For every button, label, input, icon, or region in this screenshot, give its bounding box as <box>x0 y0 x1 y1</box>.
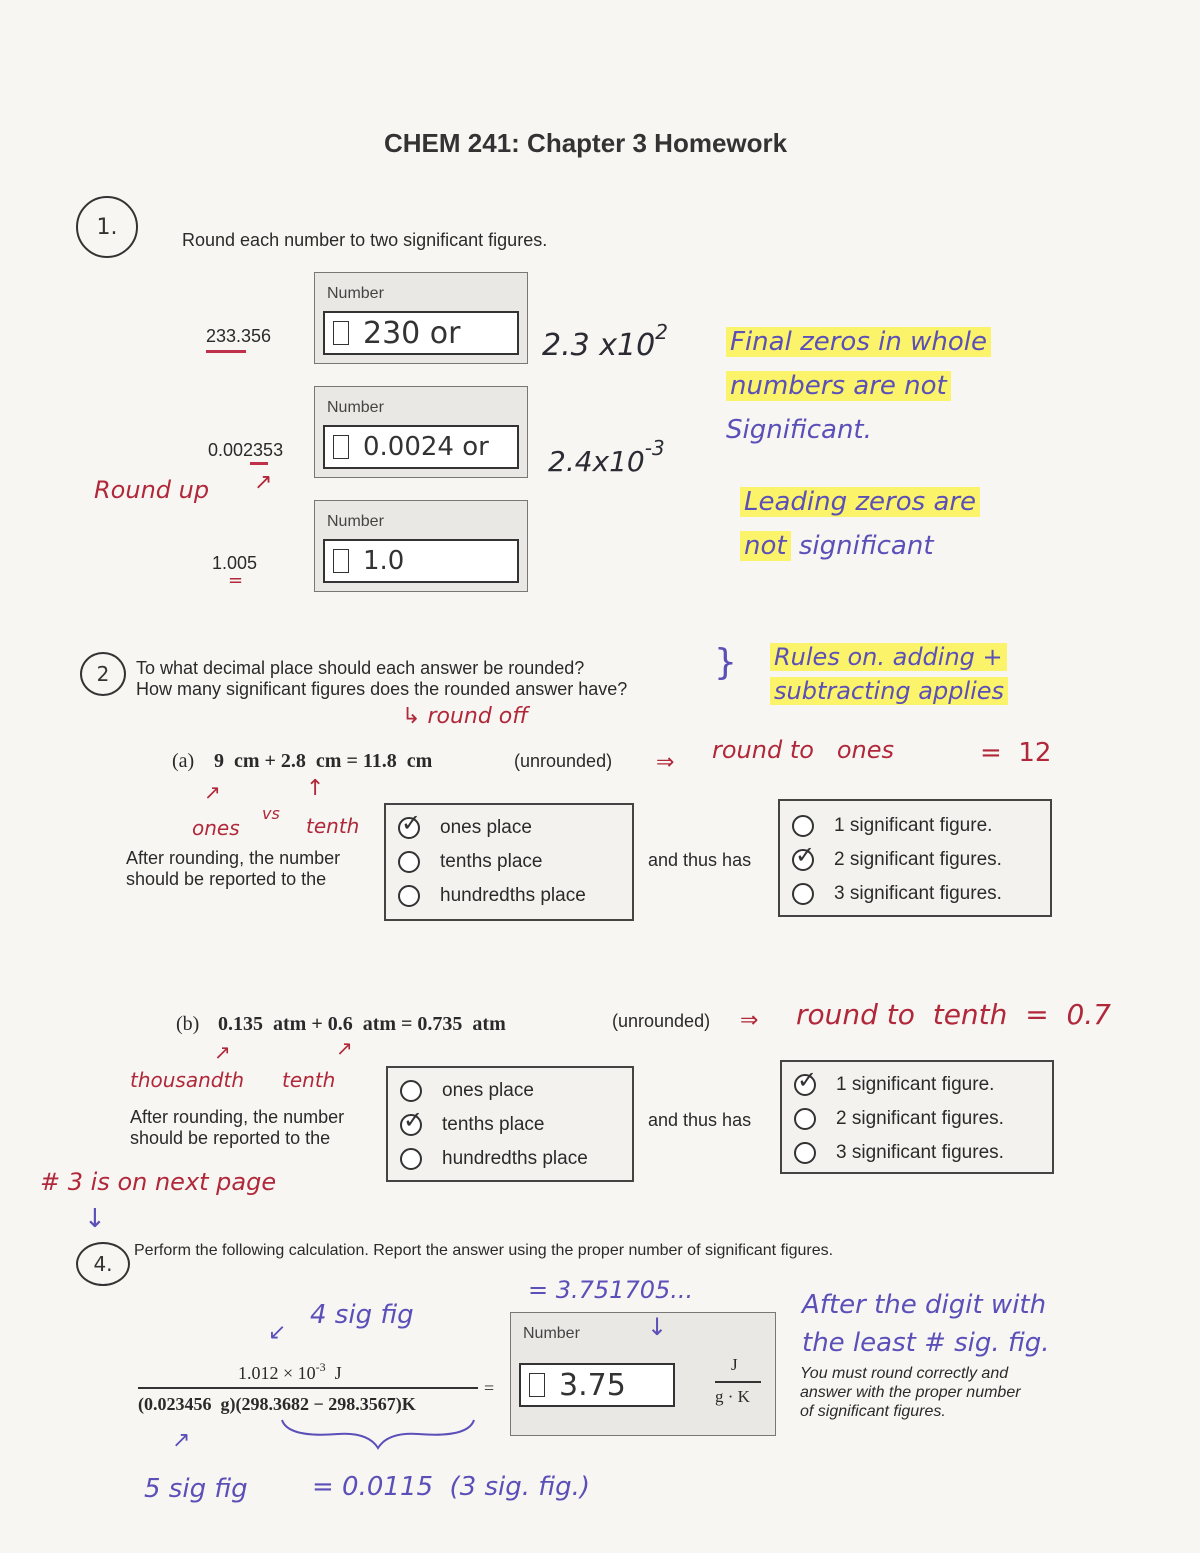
q4-note-5sig: 5 sig fig <box>144 1474 248 1504</box>
q1-given-1: 233.356 <box>206 326 272 346</box>
answer-checkbox[interactable] <box>333 435 349 459</box>
question-4-number: 4. <box>76 1242 130 1286</box>
double-underline-mark: = <box>228 570 244 591</box>
round-off-arrow: ↳ <box>402 704 428 729</box>
q2a-option-ones[interactable] <box>398 817 532 839</box>
q4-numerator-unit: J <box>334 1363 342 1383</box>
q2b-option-2sf[interactable] <box>794 1108 1004 1130</box>
question-2-number: 2 <box>80 652 126 696</box>
option-label: hundredths place <box>442 1148 588 1169</box>
q2b-after <box>130 1107 344 1149</box>
option-label: tenths place <box>440 851 543 872</box>
arrow-up-right: ↗ <box>172 1428 191 1453</box>
option-label: 1 significant figure. <box>834 815 993 836</box>
arrow-up-right: ↗ <box>336 1036 353 1060</box>
radio-button[interactable] <box>794 1142 816 1164</box>
q2b-after-line1: After rounding, the number <box>130 1107 345 1127</box>
arrow-down: ↓ <box>647 1313 668 1341</box>
q1-sci-1-base: 2.3 x10 <box>542 328 656 363</box>
q4-note-diff: = 0.0115 (3 sig. fig.) <box>312 1472 591 1502</box>
q2a-option-hundredths[interactable] <box>398 885 586 907</box>
radio-button[interactable] <box>400 1080 422 1102</box>
q2b-unrounded: (unrounded) <box>612 1011 711 1031</box>
q2b-thus: and thus has <box>648 1110 752 1130</box>
note-final-zeros-line3: Significant. <box>726 415 872 445</box>
radio-button[interactable] <box>400 1148 422 1170</box>
page-title: CHEM 241: Chapter 3 Homework <box>384 128 788 158</box>
q4-note-after <box>802 1286 1050 1362</box>
note-final-zeros-line1: Final zeros in whole <box>726 327 991 357</box>
radio-button[interactable] <box>398 851 420 873</box>
option-label: 2 significant figures. <box>836 1108 1004 1129</box>
arrow-up-right: ↗ <box>204 780 221 804</box>
q1-answer-1: 230 or <box>363 315 461 351</box>
brace-under <box>278 1414 478 1454</box>
answer-checkbox[interactable] <box>529 1373 545 1397</box>
q2b-place-options <box>386 1066 634 1182</box>
q1-sci-2-exp: -3 <box>644 436 665 460</box>
note-leading-line1: Leading zeros are <box>740 487 980 517</box>
q4-unit-top: J <box>731 1355 738 1374</box>
option-label: 3 significant figures. <box>834 883 1002 904</box>
red-underline <box>206 350 246 353</box>
q1-answer-box-2 <box>314 386 528 478</box>
q2a-label: (a) <box>172 750 195 772</box>
question-1-number: 1. <box>76 196 138 258</box>
q2b-note-tenth: tenth <box>282 1068 336 1092</box>
q4-prompt: Perform the following calculation. Report the answer using the proper number of significant figures. <box>134 1242 834 1259</box>
radio-button[interactable] <box>792 883 814 905</box>
number-label: Number <box>327 513 384 530</box>
q2a-note-result: round to ones <box>712 736 894 764</box>
q1-answer-3: 1.0 <box>363 546 405 576</box>
q2-prompt-line1: To what decimal place should each answer be rounded? <box>136 658 585 678</box>
implies-arrow: ⇒ <box>656 750 675 775</box>
q2a-option-1sf[interactable] <box>792 815 992 837</box>
q1-sci-2-base: 2.4x10 <box>548 445 645 478</box>
q2a-note-tenth: tenth <box>306 814 360 838</box>
q2-prompt-line2: How many significant figures does the rounded answer have? <box>136 679 628 699</box>
q2a-after-line2: should be reported to the <box>126 869 327 889</box>
radio-button[interactable] <box>792 849 814 871</box>
option-label: hundredths place <box>440 885 586 906</box>
note-round-up: Round up <box>94 476 210 504</box>
option-label: 1 significant figure. <box>836 1074 995 1095</box>
note-next-page: # 3 is on next page <box>40 1168 277 1196</box>
q2b-after-line2: should be reported to the <box>130 1128 331 1148</box>
radio-button[interactable] <box>792 815 814 837</box>
arrow-up: ↑ <box>306 776 325 801</box>
q2a-thus: and thus has <box>648 850 752 870</box>
option-label: ones place <box>442 1080 534 1101</box>
note-rules-line2: subtracting applies <box>770 677 1008 705</box>
q2a-place-options <box>384 803 634 921</box>
q2b-sigfig-options <box>780 1060 1054 1174</box>
q2a-note-vs: vs <box>262 804 280 823</box>
note-final-zeros <box>726 320 991 452</box>
note-round-off <box>402 704 528 729</box>
q4-numerator <box>238 1360 342 1384</box>
q4-must-round-line1: You must round correctly and <box>800 1365 1009 1382</box>
round-up-arrow: ↗ <box>254 470 273 495</box>
option-label: 2 significant figures. <box>834 849 1002 870</box>
radio-button[interactable] <box>400 1114 422 1136</box>
note-leading-zeros <box>740 480 980 568</box>
note-leading-line3: significant <box>798 531 934 561</box>
q4-note-after-line1: After the digit with <box>802 1290 1047 1320</box>
arrow-up-right: ↗ <box>214 1040 231 1064</box>
q2a-after-line1: After rounding, the number <box>126 848 341 868</box>
q2a-after <box>126 848 340 890</box>
q2b-option-1sf[interactable] <box>794 1074 994 1096</box>
radio-button[interactable] <box>794 1108 816 1130</box>
q4-answer-box <box>510 1312 776 1436</box>
answer-checkbox[interactable] <box>333 549 349 573</box>
option-label: 3 significant figures. <box>836 1142 1004 1163</box>
q4-note-after-line2: the least # sig. fig. <box>802 1328 1050 1358</box>
option-label: tenths place <box>442 1114 545 1135</box>
q4-must-round-line3: of significant figures. <box>800 1403 946 1420</box>
q1-answer-box-3 <box>314 500 528 592</box>
q4-note-raw: = 3.751705... <box>528 1276 694 1304</box>
brace-mark: } <box>714 642 737 683</box>
q2a-note-ones: ones <box>192 816 240 840</box>
q1-sci-1-exp: 2 <box>655 320 668 344</box>
q1-answer-field-1[interactable] <box>323 311 519 355</box>
q2b-option-hundredths[interactable] <box>400 1148 588 1170</box>
q2a-option-tenths[interactable] <box>398 851 542 873</box>
q2b-label: (b) <box>176 1013 200 1035</box>
q4-must-round <box>800 1364 1021 1421</box>
number-label: Number <box>327 285 384 302</box>
answer-checkbox[interactable] <box>333 321 349 345</box>
q1-answer-2: 0.0024 or <box>363 432 489 462</box>
q2a-note-eq: = 12 <box>980 738 1052 768</box>
note-final-zeros-line2: numbers are not <box>726 371 951 401</box>
implies-arrow: ⇒ <box>740 1008 759 1033</box>
q1-sci-2 <box>548 436 665 478</box>
q1-given-3: 1.005 <box>212 553 258 573</box>
q2b-note-result: round to tenth = 0.7 <box>796 998 1111 1031</box>
q2a-sigfig-options <box>778 799 1052 917</box>
arrow-down: ↓ <box>84 1204 106 1234</box>
q4-must-round-line2: answer with the proper number <box>800 1384 1021 1401</box>
q4-unit-bottom: g · K <box>715 1387 750 1406</box>
q2a-option-3sf[interactable] <box>792 883 1002 905</box>
red-underline <box>250 462 268 465</box>
q1-given-2: 0.002353 <box>208 440 284 460</box>
number-label: Number <box>327 399 384 416</box>
q1-sci-1 <box>542 320 668 363</box>
q1-answer-field-3[interactable] <box>323 539 519 583</box>
q2b-option-3sf[interactable] <box>794 1142 1004 1164</box>
note-leading-line2: not <box>740 531 791 561</box>
q1-answer-field-2[interactable] <box>323 425 519 469</box>
q2a-option-2sf[interactable] <box>792 849 1002 871</box>
q2b-option-ones[interactable] <box>400 1080 534 1102</box>
radio-button[interactable] <box>398 817 420 839</box>
q4-numerator-exp: -3 <box>315 1360 326 1374</box>
option-label: ones place <box>440 817 532 838</box>
q4-numerator-value: 1.012 × 10 <box>238 1363 316 1383</box>
q2-prompt <box>136 658 627 700</box>
q4-answer: 3.75 <box>559 1367 626 1403</box>
q2b-option-tenths[interactable] <box>400 1114 544 1136</box>
q2b-expression: 0.135 atm + 0.6 atm = 0.735 atm <box>218 1013 506 1035</box>
q4-answer-field[interactable] <box>519 1363 675 1407</box>
q4-note-4sig: 4 sig fig <box>310 1300 414 1330</box>
radio-button[interactable] <box>398 885 420 907</box>
q4-equals: = <box>484 1378 495 1398</box>
q2a-expression: 9 cm + 2.8 cm = 11.8 cm <box>214 750 433 772</box>
number-label: Number <box>523 1325 580 1342</box>
q2a-unrounded: (unrounded) <box>514 751 613 771</box>
q1-prompt: Round each number to two significant figures. <box>182 230 548 250</box>
radio-button[interactable] <box>794 1074 816 1096</box>
q1-answer-box-1 <box>314 272 528 364</box>
note-rules-line1: Rules on. adding + <box>770 643 1007 671</box>
fraction-bar <box>138 1387 478 1389</box>
note-round-off-text: round off <box>427 704 529 729</box>
note-rules <box>770 640 1008 708</box>
q4-denominator: (0.023456 g)(298.3682 − 298.3567)K <box>138 1394 416 1414</box>
unit-fraction-bar <box>715 1381 761 1383</box>
arrow-down-left: ↙ <box>268 1320 287 1345</box>
q2b-note-thousandth: thousandth <box>130 1068 244 1092</box>
